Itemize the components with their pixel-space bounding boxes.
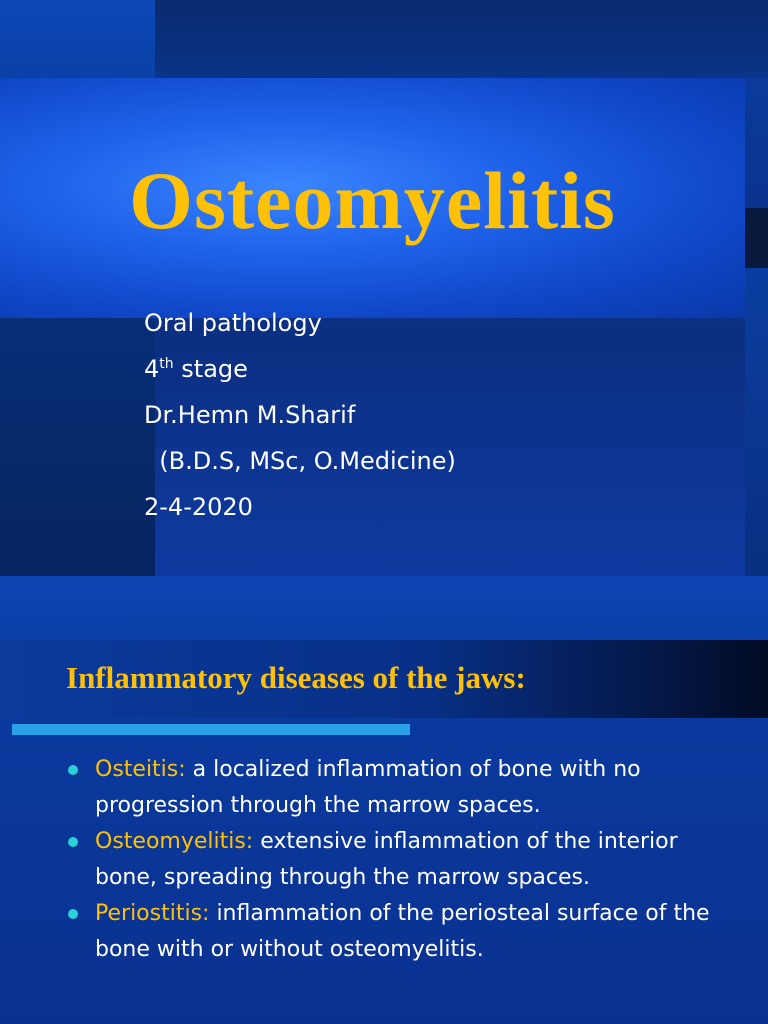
term-label: Osteitis:: [95, 757, 186, 782]
stage-word: stage: [173, 355, 248, 383]
term-label: Periostitis:: [95, 901, 210, 926]
presenter-line: Dr.Hemn M.Sharif: [144, 401, 356, 429]
slide-title: Osteomyelitis: [129, 155, 616, 246]
list-item: [66, 896, 746, 968]
term-definition: extensive inflammation of the interior bone, spreading through the marrow spaces.: [95, 829, 678, 890]
right-accent-block: [745, 208, 768, 268]
stage-line: [144, 352, 456, 398]
slide-heading: Inflammatory diseases of the jaws:: [66, 660, 526, 695]
stage-suffix: th: [159, 356, 174, 372]
subject-line: Oral pathology: [144, 309, 322, 337]
credentials-line: (B.D.S, MSc, O.Medicine): [144, 447, 456, 475]
term-definition: a localized inflammation of bone with no progression through the marrow spaces.: [95, 757, 641, 818]
list-item: [66, 824, 746, 896]
list-item: [66, 752, 746, 824]
heading-rule: [12, 724, 410, 735]
bullet-icon: [68, 765, 78, 775]
definition-list: [66, 752, 746, 968]
term-label: Osteomyelitis:: [95, 829, 254, 854]
bullet-icon: [68, 837, 78, 847]
content-slide: [0, 576, 768, 1024]
date-line: 2-4-2020: [144, 493, 253, 521]
stage-number: 4: [144, 355, 160, 383]
right-band: [745, 268, 768, 576]
term-definition: inflammation of the periosteal surface of the bone with or without osteomyelitis.: [95, 901, 710, 962]
bullet-icon: [68, 909, 78, 919]
presentation-info: [144, 306, 456, 536]
